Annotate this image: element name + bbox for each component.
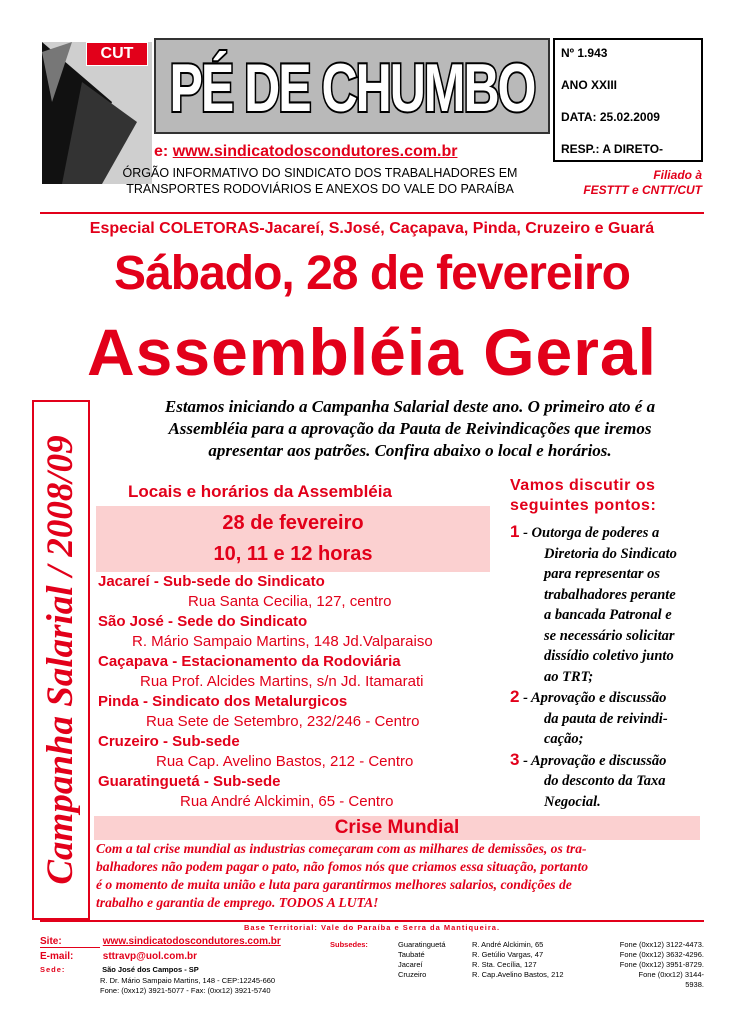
subsede-row (398, 940, 704, 950)
title-box (154, 38, 550, 134)
footer-subsedes (398, 940, 704, 990)
point-line: dissídio coletivo junto (544, 648, 674, 664)
point-line: Negocial. (544, 793, 601, 810)
footer-contacts (40, 936, 340, 996)
locations-date: 28 de fevereiro (222, 512, 364, 534)
headline-date: Sábado, 28 de fevereiro (114, 247, 630, 300)
subsede-address: R. Getúlio Vargas, 47 (472, 950, 544, 959)
header-divider (40, 212, 704, 214)
locations-list (98, 572, 498, 812)
point-item (510, 522, 704, 687)
site-prefix: e: (154, 143, 169, 160)
locations-date-box (96, 506, 490, 572)
point-number: 3 (510, 749, 520, 769)
cut-badge: CUT (86, 42, 148, 66)
subsede-phone: Fone (0xx12) 3632-4296. (619, 950, 704, 959)
intro-line: Assembléia para a aprovação da Pauta de Reivindicações que iremos (168, 419, 652, 438)
point-line: - Aprovação e discussão (523, 752, 667, 769)
subsede-row (398, 950, 704, 960)
subsede-city: Cruzeiro (398, 970, 427, 979)
location-item (98, 732, 498, 772)
crisis-text (96, 840, 706, 912)
header-subtitle (80, 165, 560, 197)
side-banner: Campanha Salarial / 2008/09 (40, 435, 81, 885)
point-line: cação; (544, 731, 584, 747)
footer-divider (40, 920, 704, 922)
footer-sede-city: São José dos Campos - SP (102, 965, 199, 974)
locations-heading: Locais e horários da Assembléia (128, 482, 392, 501)
point-line: para representar os (544, 566, 661, 582)
location-name: Jacareí - Sub-sede do Sindicato (98, 573, 325, 590)
point-line: - Outorga de poderes a (523, 525, 660, 541)
point-line: da pauta de reivindi- (544, 710, 668, 727)
location-address: Rua Cap. Avelino Bastos, 212 - Centro (156, 753, 414, 770)
special-line: Especial COLETORAS-Jacareí, S.José, Caçapava, Pinda, Cruzeiro e Guará (89, 220, 655, 237)
points-heading-line: Vamos discutir os (510, 477, 656, 494)
point-number: 2 (510, 687, 520, 706)
footer-sede-address: R. Dr. Mário Sampaio Martins, 148 - CEP:12245-660 (100, 976, 276, 985)
crisis-line: balhadores não podem pagar o pato, não fomos nós que criamos essa situação, portanto (96, 859, 589, 874)
point-number: 1 (510, 522, 520, 541)
point-line: do desconto da Taxa (544, 773, 666, 789)
point-line: a bancada Patronal e (544, 607, 672, 623)
issue-year: ANO XXIII (561, 78, 618, 92)
point-line: se necessário solicitar (544, 627, 675, 644)
intro-line: apresentar aos patrões. Confira abaixo o local e horários. (208, 441, 612, 460)
location-address: Rua Prof. Alcides Martins, s/n Jd. Itamarati (140, 673, 424, 690)
location-address: Rua Sete de Setembro, 232/246 - Centro (146, 713, 420, 730)
location-item (98, 772, 498, 812)
point-line: - Aprovação e discussão (523, 690, 667, 706)
issue-date: DATA: 25.02.2009 (561, 110, 660, 124)
subsede-address: R. Cap.Avelino Bastos, 212 (472, 970, 564, 979)
subsede-row (398, 960, 704, 970)
location-item (98, 652, 498, 692)
intro-line: Estamos iniciando a Campanha Salarial deste ano. O primeiro ato é a (164, 397, 656, 416)
crisis-line: Com a tal crise mundial as industrias começaram com as milhares de demissões, os tra- (96, 841, 587, 856)
footer-subsedes-label: Subsedes: (330, 940, 368, 949)
footer-sede-label: Sede: (40, 965, 66, 974)
subsede-city: Guaratinguetá (398, 940, 446, 949)
location-address: Rua Santa Cecilia, 127, centro (188, 593, 392, 610)
footer-sede-phone: Fone: (0xx12) 3921-5077 - Fax: (0xx12) 3921-5740 (100, 986, 271, 995)
header-site (154, 143, 457, 161)
footer-site-label: Site: (40, 936, 100, 948)
location-item (98, 692, 498, 732)
subtitle-line: TRANSPORTES RODOVIÁRIOS E ANEXOS DO VALE DO PARAÍBA (126, 182, 514, 196)
issue-info-box (553, 38, 703, 162)
subsede-phone: Fone (0xx12) 3144- (638, 970, 704, 979)
issue-responsible: RESP.: A DIRETO- (561, 142, 664, 156)
footer-email-label: E-mail: (40, 951, 74, 962)
footer-site-link[interactable]: www.sindicatodoscondutores.com.br (102, 936, 281, 947)
points-list (510, 522, 704, 812)
subsede-address: R. Sta. Cecília, 127 (472, 960, 537, 969)
subsede-row (398, 970, 704, 980)
subsede-phone: Fone (0xx12) 3951-8729. (619, 960, 704, 969)
point-line: Diretoria do Sindicato (544, 545, 677, 562)
location-address: R. Mário Sampaio Martins, 148 Jd.Valparaiso (132, 633, 433, 650)
point-line: trabalhadores perante (544, 586, 676, 603)
crisis-line: trabalho e garantia de emprego. TODOS A LUTA! (96, 895, 379, 910)
location-address: Rua André Alckimin, 65 - Centro (180, 793, 394, 810)
site-link[interactable]: www.sindicatodoscondutores.com.br (172, 143, 458, 160)
point-item (510, 687, 704, 750)
affiliation (560, 168, 702, 198)
footer-base: Base Territorial: Vale do Paraíba e Serra da Mantiqueira. (243, 923, 501, 932)
point-item (510, 750, 704, 813)
location-item (98, 572, 498, 612)
affiliation-line: FESTTT e CNTT/CUT (583, 183, 702, 197)
locations-times: 10, 11 e 12 horas (213, 543, 373, 565)
points-heading-line: seguintes pontos: (510, 497, 657, 514)
crisis-heading: Crise Mundial (334, 817, 460, 838)
crisis-line: é o momento de muita união e luta para garantirmos melhores salarios, condições de (96, 877, 572, 892)
intro-text (100, 396, 720, 462)
page-title: PÉ DE CHUMBO (169, 50, 535, 126)
crisis-heading-band (94, 816, 700, 840)
footer-email-link[interactable]: sttravp@uol.com.br (102, 951, 197, 962)
location-name: Cruzeiro - Sub-sede (98, 733, 240, 750)
headline-main: Assembléia Geral (87, 315, 657, 389)
location-name: Guaratinguetá - Sub-sede (98, 773, 281, 790)
location-name: Caçapava - Estacionamento da Rodoviária (98, 653, 401, 670)
location-item (98, 612, 498, 652)
location-name: Pinda - Sindicato dos Metalurgicos (98, 693, 348, 710)
subsede-phone: Fone (0xx12) 3122-4473. (619, 940, 704, 949)
subtitle-line: ÓRGÃO INFORMATIVO DO SINDICATO DOS TRABALHADORES EM (122, 166, 518, 180)
subsede-address: R. André Alckimin, 65 (472, 940, 544, 949)
issue-number: Nº 1.943 (561, 46, 608, 60)
subsede-city: Taubaté (398, 950, 425, 959)
subsede-phone-tail: 5938. (685, 980, 704, 989)
points-heading (510, 476, 702, 516)
point-line: ao TRT; (544, 668, 594, 685)
affiliation-line: Filiado à (653, 168, 702, 182)
subsede-city: Jacareí (398, 960, 423, 969)
location-name: São José - Sede do Sindicato (98, 613, 308, 630)
